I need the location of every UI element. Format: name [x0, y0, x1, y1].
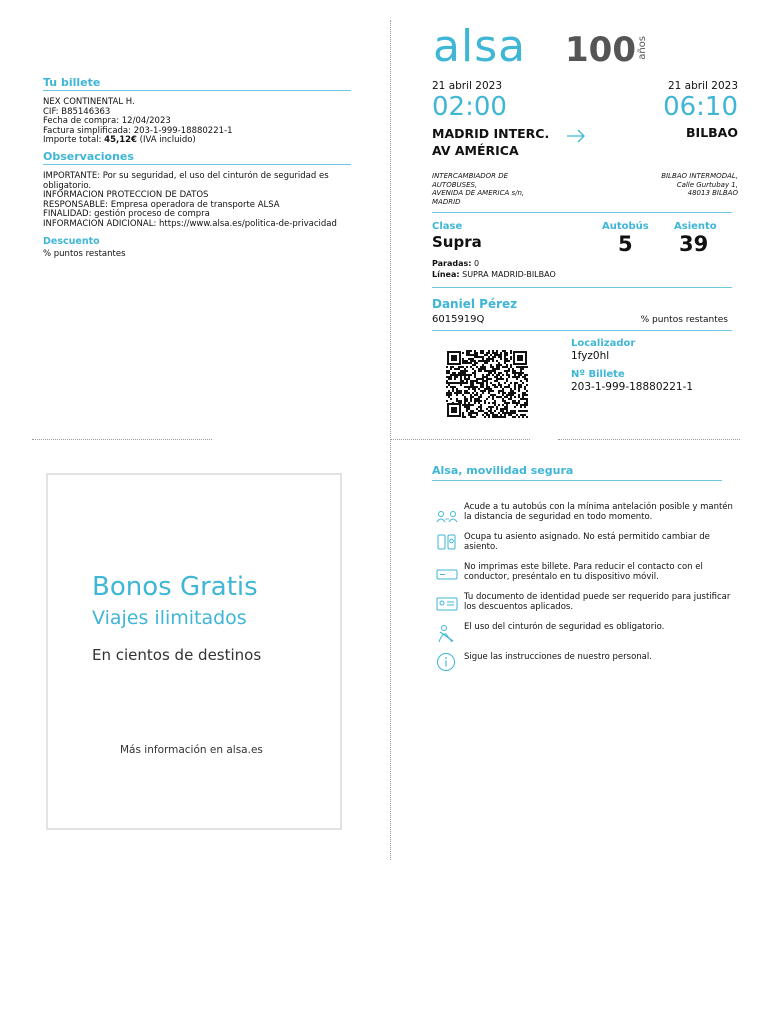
- total-line: [43, 136, 363, 146]
- distance-icon: [436, 506, 458, 526]
- origin-line-1: MADRID INTERC.: [432, 126, 550, 141]
- ticket-icon: [436, 564, 458, 584]
- promo-more-info: Más información en alsa.es: [120, 744, 263, 756]
- stops-label: Paradas:: [432, 259, 472, 268]
- ticket-number-label: Nº Billete: [571, 369, 625, 380]
- horizontal-cut-line-left: [32, 439, 212, 440]
- info-line: Fecha de compra: 12/04/2023: [43, 116, 171, 127]
- details-divider: [432, 287, 732, 288]
- destination-address: [661, 172, 738, 198]
- route-label: Línea:: [432, 270, 460, 279]
- locator-label: Localizador: [571, 338, 636, 349]
- safety-text: Sigue las instrucciones de nuestro personal.: [464, 652, 652, 662]
- safety-text: No imprimas este billete. Para reducir el contacto con el conductor, preséntalo en tu dispositivo móvil.: [464, 562, 703, 582]
- seat-value: 39: [679, 232, 709, 256]
- alsa-logo: alsa: [433, 21, 527, 72]
- stops-value: 0: [474, 259, 480, 268]
- locator-value: 1fyz0hl: [571, 350, 610, 362]
- route-line: [432, 270, 556, 279]
- ticket-info-block: [43, 98, 363, 146]
- passenger-name: Daniel Pérez: [432, 297, 518, 311]
- anniversary-word: años: [637, 36, 648, 60]
- observaciones-title: Observaciones: [43, 150, 134, 163]
- obs-line: RESPONSABLE: Empresa operadora de transporte ALSA: [43, 199, 280, 210]
- origin-line-2: AV AMÉRICA: [432, 143, 519, 158]
- bus-label: Autobús: [602, 221, 649, 232]
- horizontal-cut-line-mid: [390, 439, 530, 440]
- total-suffix: (IVA incluido): [139, 135, 196, 146]
- ticket-number-value: 203-1-999-18880221-1: [571, 381, 694, 393]
- info-icon: [436, 652, 458, 672]
- destination-name: BILBAO: [686, 125, 738, 140]
- obs-line: IMPORTANTE: Por su seguridad, el uso del cinturón de seguridad es: [43, 171, 329, 181]
- arrive-date: 21 abril 2023: [667, 80, 738, 92]
- tu-billete-title: Tu billete: [43, 76, 101, 89]
- origin-name: [432, 125, 549, 159]
- safety-text: Tu documento de identidad puede ser requerido para justificar los descuentos aplicados.: [464, 592, 731, 612]
- safety-item: [436, 532, 746, 556]
- info-line: NEX CONTINENTAL H.: [43, 97, 135, 107]
- arrive-time: 06:10: [663, 92, 738, 122]
- origin-addr-line: INTERCAMBIADOR DE: [432, 172, 509, 180]
- safety-item: [436, 592, 746, 616]
- depart-date: 21 abril 2023: [432, 80, 503, 92]
- arrow-right-icon: [566, 129, 586, 143]
- info-line: Factura simplificada: 203-1-999-18880221-1: [43, 125, 233, 136]
- observaciones-divider: [43, 164, 351, 165]
- vertical-cut-line: [390, 20, 391, 860]
- origin-addr-line: AVENIDA DE AMERICA s/n,: [432, 189, 525, 197]
- descuento-title: Descuento: [43, 236, 100, 247]
- id-card-icon: [436, 594, 458, 614]
- qr-code: [446, 350, 528, 418]
- passenger-id: 6015919Q: [432, 314, 485, 325]
- observaciones-block: [43, 172, 373, 230]
- promo-tagline: En cientos de destinos: [92, 646, 262, 664]
- safety-text: El uso del cinturón de seguridad es obligatorio.: [464, 622, 665, 632]
- safety-title: Alsa, movilidad segura: [432, 464, 574, 477]
- dest-addr-line: BILBAO INTERMODAL,: [661, 172, 738, 180]
- obs-line: FINALIDAD: gestión proceso de compra: [43, 209, 210, 220]
- safety-item: [436, 652, 746, 676]
- descuento-text: % puntos restantes: [43, 249, 126, 259]
- bus-value: 5: [618, 232, 633, 256]
- stops-line: [432, 259, 479, 268]
- obs-line: INFORMACION ADICIONAL: https://www.alsa.es/politica-de-privacidad: [43, 218, 337, 229]
- safety-text: Ocupa tu asiento asignado. No está permitido cambiar de asiento.: [464, 532, 710, 552]
- total-label: Importe total:: [43, 135, 102, 146]
- class-label: Clase: [432, 221, 463, 232]
- origin-addr-line: MADRID: [432, 197, 461, 206]
- class-value: Supra: [432, 233, 482, 251]
- origin-address: [432, 172, 524, 206]
- safety-divider: [432, 480, 722, 481]
- passenger-divider: [432, 330, 732, 331]
- safety-item: [436, 502, 746, 526]
- safety-item: [436, 622, 746, 646]
- depart-time: 02:00: [432, 92, 507, 122]
- origin-addr-line: AUTOBUSES,: [432, 180, 478, 189]
- safety-item: [436, 562, 746, 586]
- promo-title: Bonos Gratis: [92, 572, 258, 602]
- dest-addr-line: Calle Gurtubay 1,: [676, 180, 738, 189]
- anniversary-number: 100: [565, 30, 636, 70]
- seat-label: Asiento: [674, 221, 717, 232]
- obs-line: obligatorio.: [43, 180, 92, 191]
- promo-subtitle: Viajes ilimitados: [92, 607, 247, 629]
- route-value: SUPRA MADRID-BILBAO: [462, 270, 556, 279]
- tu-billete-divider: [43, 90, 351, 91]
- safety-text: Acude a tu autobús con la mínima antelación posible y mantén la distancia de seguridad en todo momento.: [464, 502, 733, 522]
- seat-icon: [436, 532, 458, 552]
- obs-line: INFORMACION PROTECCION DE DATOS: [43, 190, 209, 201]
- trip-divider: [432, 212, 732, 213]
- seatbelt-icon: [436, 624, 458, 644]
- total-value: 45,12€: [104, 135, 137, 146]
- info-line: CIF: B85146363: [43, 106, 111, 117]
- horizontal-cut-line-right: [558, 439, 740, 440]
- dest-addr-line: 48013 BILBAO: [687, 189, 738, 197]
- passenger-points: % puntos restantes: [640, 315, 728, 325]
